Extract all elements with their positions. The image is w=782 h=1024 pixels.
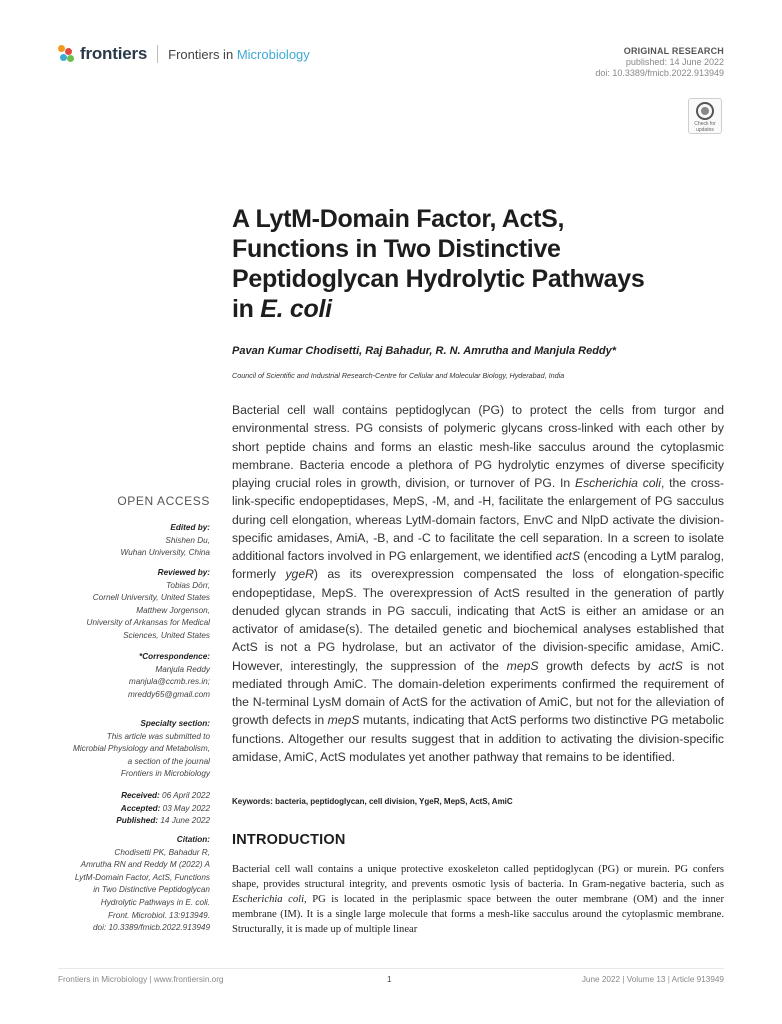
affiliation: Council of Scientific and Industrial Research-Centre for Cellular and Molecular Biology, Hyderabad, India xyxy=(232,371,565,380)
check-for-updates-button[interactable] xyxy=(688,98,722,134)
check-updates-icon xyxy=(696,102,714,120)
footer-divider xyxy=(58,968,724,969)
frontiers-logo-icon xyxy=(58,45,76,63)
open-access-label: OPEN ACCESS xyxy=(117,494,210,508)
footer-journal-link[interactable]: Frontiers in Microbiology | www.frontiersin.org xyxy=(58,975,224,984)
check-updates-label: Check for updates xyxy=(694,121,716,133)
doi: doi: 10.3389/fmicb.2022.913949 xyxy=(595,68,724,78)
page-number: 1 xyxy=(387,975,392,984)
footer-volume: June 2022 | Volume 13 | Article 913949 xyxy=(581,975,724,984)
section-heading: INTRODUCTION xyxy=(232,832,346,848)
logo-text: frontiers xyxy=(80,44,148,63)
logo-divider xyxy=(157,45,158,63)
authors: Pavan Kumar Chodisetti, Raj Bahadur, R. N. Amrutha and Manjula Reddy* xyxy=(232,345,617,357)
correspondence: *Correspondence: Manjula Reddy manjula@ccmb.res.in; mreddy65@gmail.com xyxy=(128,651,210,701)
edited-by: Edited by: Shishen Du, Wuhan University, China xyxy=(120,523,210,558)
published-date: published: 14 June 2022 xyxy=(625,57,724,67)
specialty-section: Specialty section: This article was submitted to Microbial Physiology and Metabolism, a section of the journal Frontiers in Microbiology xyxy=(73,719,210,779)
reviewed-by: Reviewed by: Tobias Dörr, Cornell University, United States Matthew Jorgenson, University of Arkansas for Medical Sciences, United States xyxy=(86,568,210,640)
article-type: ORIGINAL RESEARCH xyxy=(623,46,724,56)
citation: Citation: Chodisetti PK, Bahadur R, Amrutha RN and Reddy M (2022) A LytM-Domain Factor, ActS, Functions in Two Distinctive Peptidoglycan Hydrolytic Pathways in E. coli. Front. Microbiol. 13:913949. doi: 10.3389/fmicb.2022.913949 xyxy=(75,834,210,935)
journal-name: Frontiers in Microbiology xyxy=(168,46,310,62)
abstract: Bacterial cell wall contains peptidoglycan (PG) to protect the cells from turgor and environmental stress. PG consists of polymeric glycans cross-linked with each other by short peptide chains and forms an elastic mesh-like sacculus around the cytoplasmic membrane. Bacteria encode a plethora of PG hydrolytic enzymes of diverse specificity playing crucial roles in growth, division, or turnover of PG. In Escherichia coli, the cross-link-specific endopeptidases, MepS, -M, and -H, facilitate the enlargement of PG sacculus during cell elongation, whereas LytM-domain factors, EnvC and NlpD activate the division-specific amidases, AmiA, -B, and -C to facilitate the cell separation. In a screen to isolate additional factors involved in PG enlargement, we identified actS (encoding a LytM paralog, formerly ygeR) as its overexpression compensated the loss of elongation-specific endopeptidase, MepS. The overexpression of ActS resulted in the generation of partly denuded glycan strands in PG sacculi, indicating that ActS is either an amidase or an activator of amidase(s). The detailed genetic and biochemical analyses established that ActS is not a PG hydrolase, but an activator of the division-specific amidase, AmiC. However, interestingly, the suppression of the mepS growth defects by actS is not mediated through AmiC. The domain-deletion experiments confirmed the requirement of the N-terminal LysM domain of ActS for the activation of AmiC, but not for the alleviation of growth defects in mepS mutants, indicating that ActS performs two distinctive PG metabolic functions. Altogether our results suggest that in addition to activating the division-specific amidase, AmiC, ActS modulates yet another pathway that remains to be identified. xyxy=(232,403,725,764)
dates: Received: 06 April 2022 Accepted: 03 May 2022 Published: 14 June 2022 xyxy=(116,791,210,826)
email-link[interactable]: manjula@ccmb.res.in; xyxy=(128,677,210,687)
article-title: A LytM-Domain Factor, ActS, Functions in Two Distinctive Peptidoglycan Hydrolytic Pathways in E. coli xyxy=(232,205,645,323)
article-meta xyxy=(595,46,724,79)
citation-doi-link[interactable]: doi: 10.3389/fmicb.2022.913949 xyxy=(93,923,210,933)
frontiers-logo[interactable] xyxy=(58,44,310,64)
introduction-text: Bacterial cell wall contains a unique protective exoskeleton called peptidoglycan (PG) or murein. PG confers shape, provides structural integrity, and prevents osmotic lysis of bacteria. In Gram-negative bacteria, such as Escherichia coli, PG is located in the periplasmic space between the outer membrane (OM) and the inner membrane (IM). It is a single large molecule that forms a mesh-like sacculus around the cytoplasmic membrane. Structurally, it is made up of multiple linear xyxy=(232,864,724,936)
email-link[interactable]: mreddy65@gmail.com xyxy=(127,689,210,699)
keywords: Keywords: bacteria, peptidoglycan, cell division, YgeR, MepS, ActS, AmiC xyxy=(232,797,513,806)
